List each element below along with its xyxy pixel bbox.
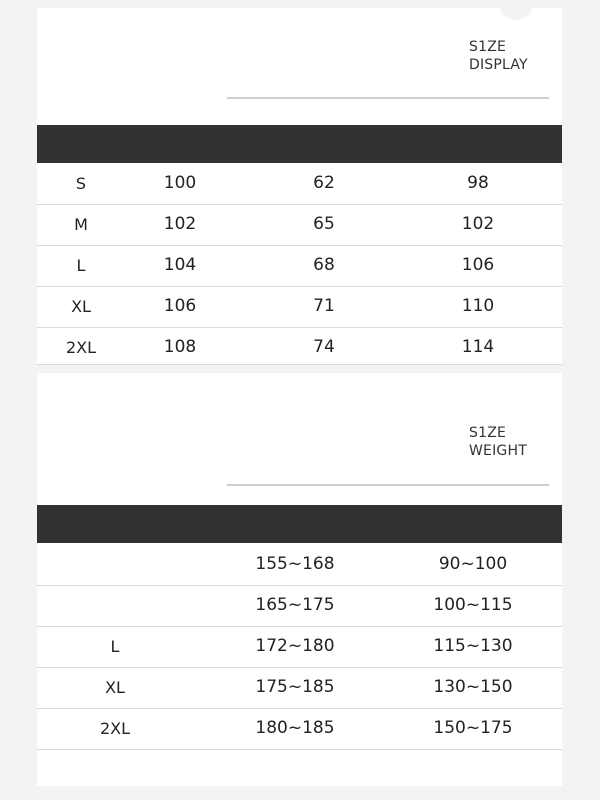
measurement-cell: 68: [313, 255, 335, 275]
weight-range-cell: 150~175: [433, 718, 513, 738]
size-cell: L: [76, 256, 86, 275]
size-cell: S: [75, 174, 87, 193]
size-cell: M: [74, 215, 88, 234]
measurement-cell: 110: [461, 296, 495, 316]
size-cell: [85, 544, 145, 585]
size-display-row: [37, 245, 562, 286]
size-weight-heading: [469, 424, 527, 460]
measurement-cell: 74: [313, 337, 335, 357]
size-cell: L: [110, 637, 120, 656]
size-display-heading-rule: [227, 97, 549, 99]
weight-range-cell: 90~100: [438, 554, 508, 574]
size-weight-header-bar: [37, 505, 562, 543]
size-weight-row: [37, 626, 562, 667]
measurement-cell: 102: [461, 214, 495, 234]
measurement-cell: 98: [467, 173, 489, 193]
size-display-card: [37, 8, 562, 364]
size-display-row: [37, 163, 562, 204]
height-range-cell: 180~185: [255, 718, 335, 738]
height-range-cell: 172~180: [255, 636, 335, 656]
measurement-cell: 62: [313, 173, 335, 193]
size-display-header-bar: [37, 125, 562, 163]
measurement-cell: 106: [163, 296, 197, 316]
row-divider: [37, 364, 562, 365]
measurement-cell: 106: [461, 255, 495, 275]
size-display-row: [37, 286, 562, 327]
measurement-cell: 100: [163, 173, 197, 193]
weight-range-cell: 100~115: [433, 595, 513, 615]
measurement-cell: 65: [313, 214, 335, 234]
weight-range-cell: 115~130: [433, 636, 513, 656]
height-range-cell: 155~168: [255, 554, 335, 574]
size-cell: 2XL: [65, 338, 97, 357]
measurement-cell: 102: [163, 214, 197, 234]
size-weight-row: [37, 667, 562, 708]
corner-notch-decoration: [499, 0, 533, 20]
row-divider: [37, 749, 562, 750]
size-display-row: [37, 327, 562, 368]
measurement-cell: 114: [461, 337, 495, 357]
size-display-heading-line1: S1ZE: [469, 39, 507, 55]
weight-range-cell: 130~150: [433, 677, 513, 697]
size-cell: 2XL: [99, 719, 131, 738]
size-weight-heading-line2: WEIGHT: [469, 443, 527, 459]
size-weight-row: [37, 708, 562, 749]
size-weight-heading-line1: S1ZE: [469, 425, 507, 441]
height-range-cell: 175~185: [255, 677, 335, 697]
size-weight-row: [37, 585, 562, 626]
size-weight-card: [37, 373, 562, 786]
size-cell: XL: [71, 297, 91, 316]
measurement-cell: 104: [163, 255, 197, 275]
height-range-cell: 165~175: [255, 595, 335, 615]
size-cell: XL: [105, 678, 125, 697]
size-display-heading-line2: DISPLAY: [469, 57, 528, 73]
size-cell: [85, 585, 145, 626]
measurement-cell: 71: [313, 296, 335, 316]
measurement-cell: 108: [163, 337, 197, 357]
size-weight-heading-rule: [227, 484, 549, 486]
size-display-heading: [469, 38, 528, 74]
size-display-row: [37, 204, 562, 245]
size-weight-row: [37, 544, 562, 585]
